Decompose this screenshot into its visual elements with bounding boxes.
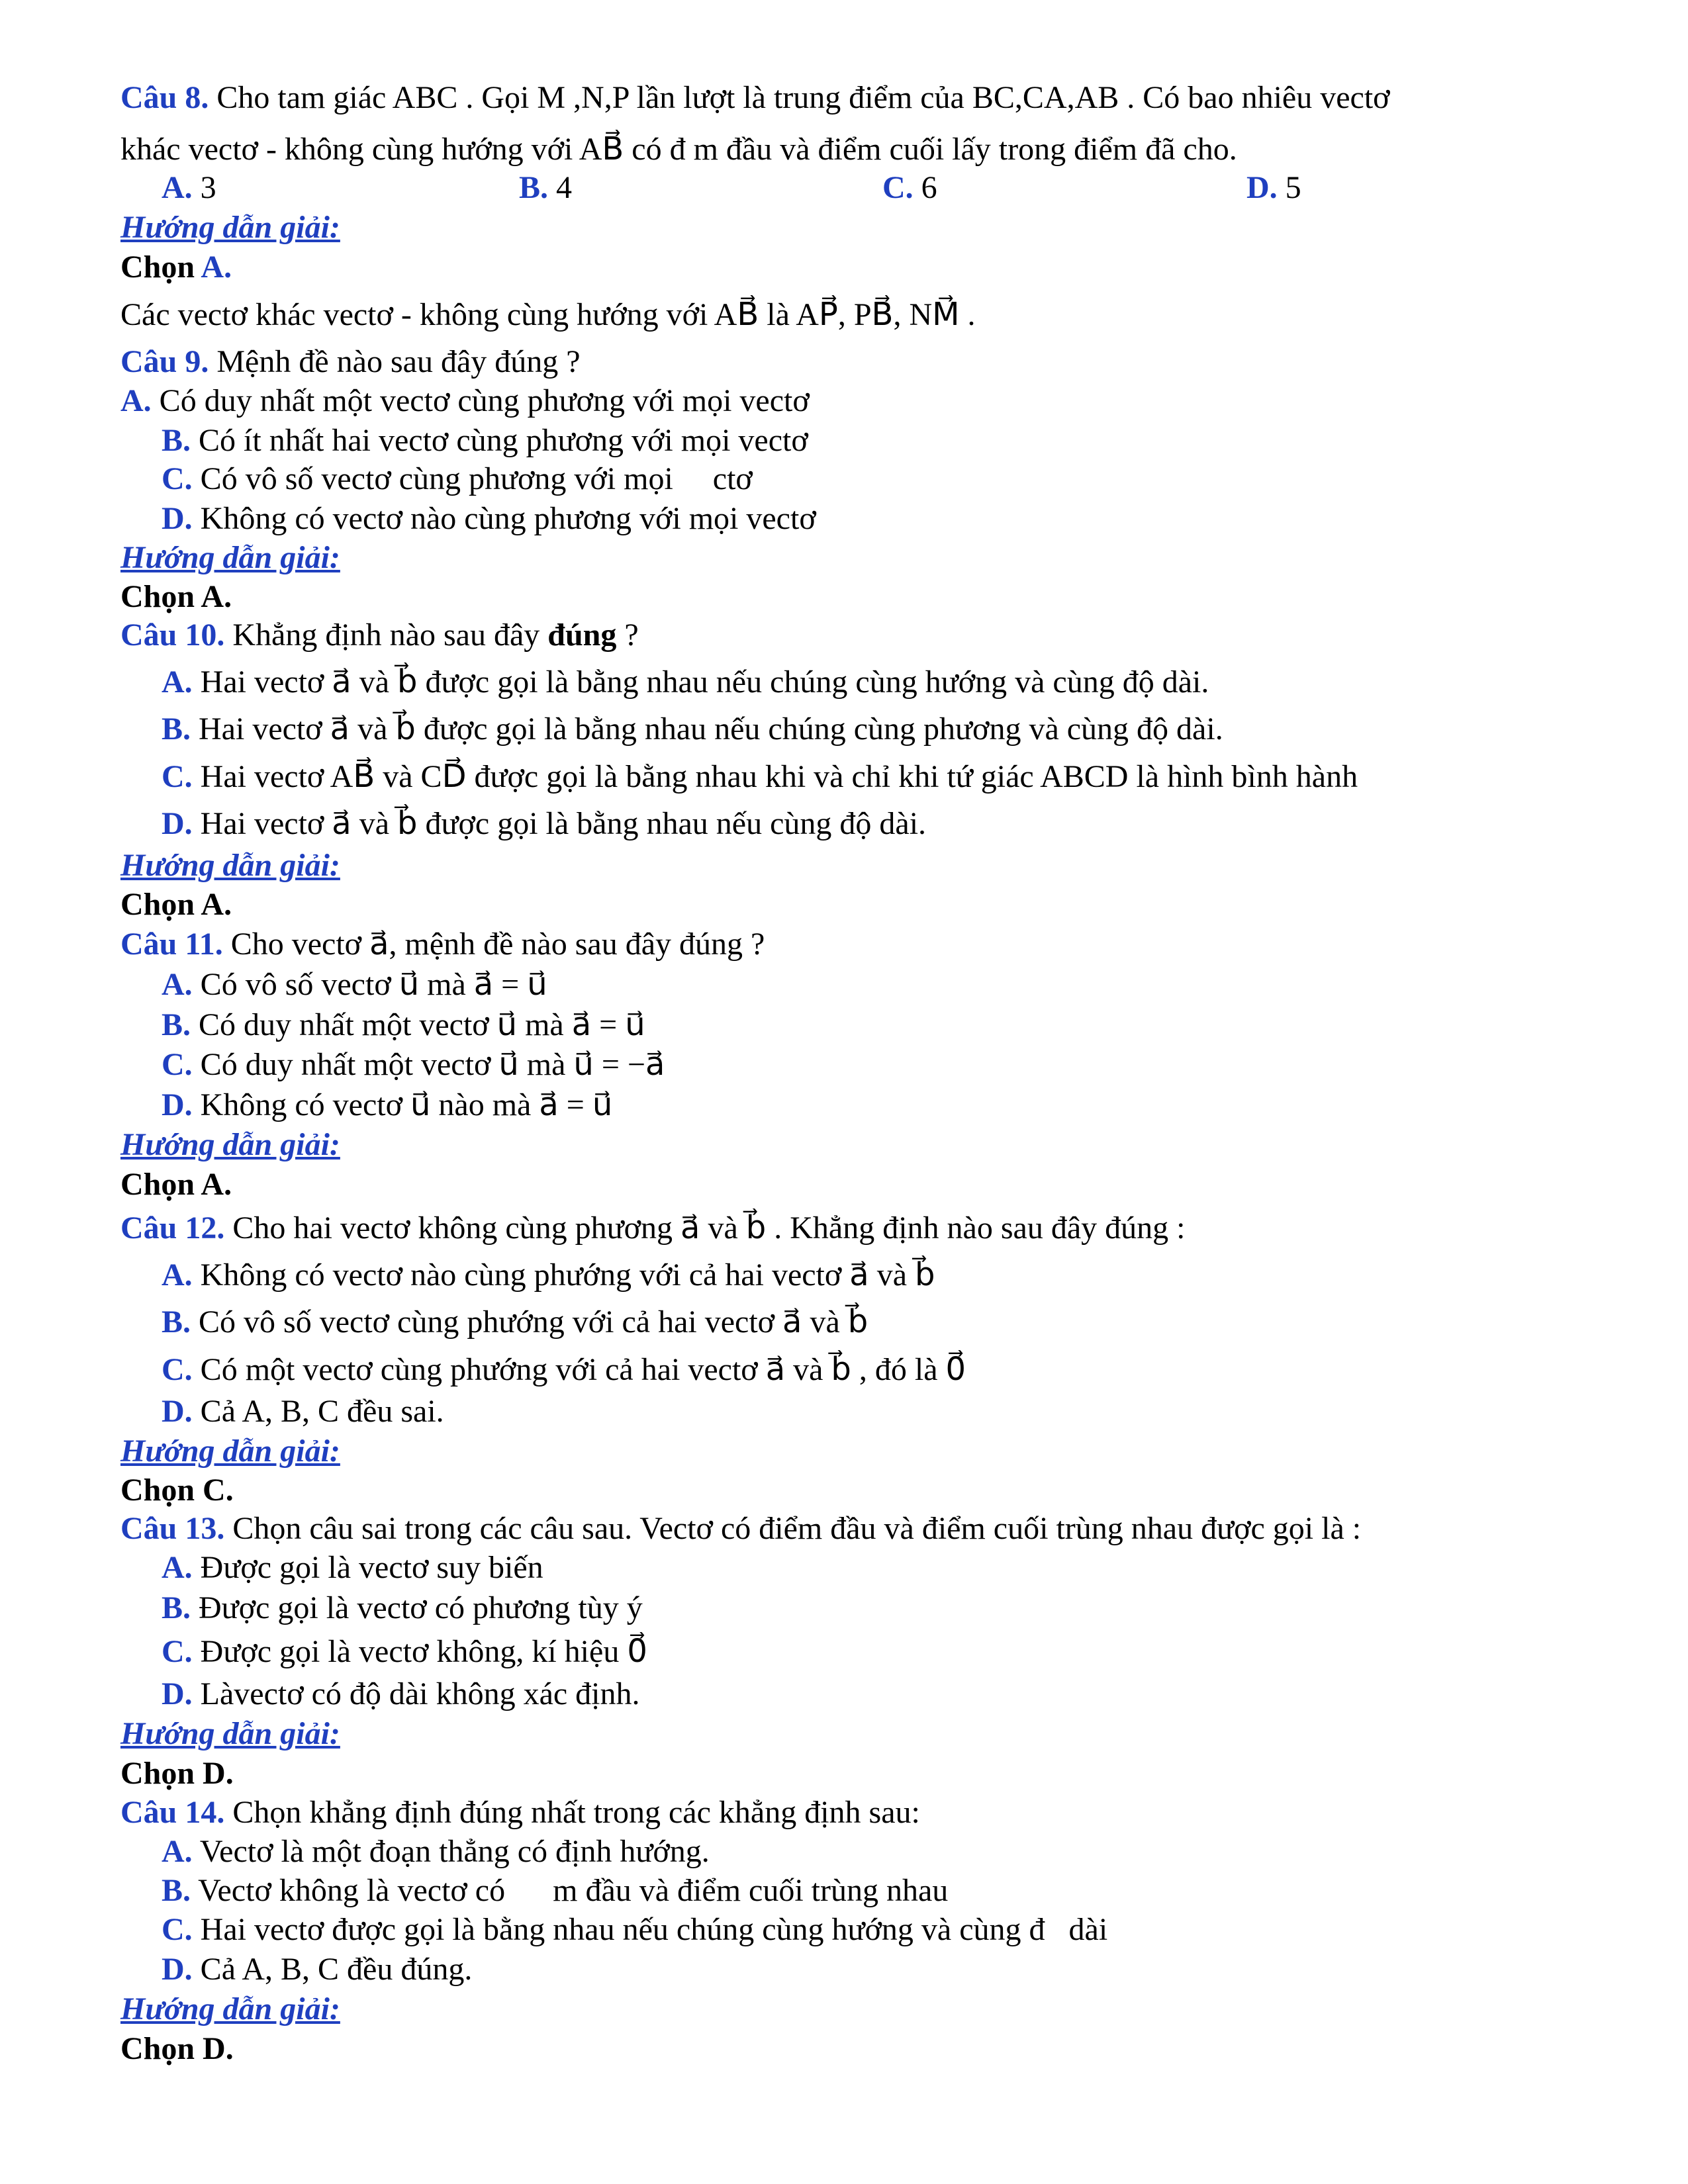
question-8-text-line2: khác vectơ - không cùng hướng với AB⃗ có đ m đầu và điểm cuối lấy trong điểm đã cho. <box>120 132 1237 167</box>
question-11-option-d: D. Không có vectơ u⃗ nào mà a⃗ = u⃗ <box>162 1087 613 1122</box>
question-13-option-a: A. Được gọi là vectơ suy biến <box>162 1550 543 1585</box>
question-8-line1 <box>120 78 1390 118</box>
question-10-option-b: B. Hai vectơ a⃗ và b⃗ được gọi là bằng nhau nếu chúng cùng phương và cùng độ dài. <box>162 711 1223 747</box>
question-9-option-a: A. Có duy nhất một vectơ cùng phương với mọi vectơ <box>120 383 810 418</box>
question-13-prompt: Câu 13. Chọn câu sai trong các câu sau. Vectơ có điểm đầu và điểm cuối trùng nhau được gọi là : <box>120 1511 1362 1546</box>
question-9-answer: Chọn A. <box>120 579 232 614</box>
question-8-line2 <box>120 130 1237 169</box>
question-8-option-b: B. 4 <box>519 170 573 205</box>
question-10-number: Câu 10. <box>120 617 225 653</box>
question-10-option-a: A. Hai vectơ a⃗ và b⃗ được gọi là bằng nhau nếu chúng cùng hướng và cùng độ dài. <box>162 664 1209 700</box>
question-9-number: Câu 9. <box>120 344 209 379</box>
question-12-option-c: C. Có một vectơ cùng phướng với cả hai vectơ a⃗ và b⃗ , đó là 0⃗ <box>162 1352 966 1387</box>
question-8-answer: Chọn A. <box>120 250 232 285</box>
question-9-option-b: B. Có ít nhất hai vectơ cùng phương với mọi vectơ <box>162 423 808 458</box>
question-14-guide-heading: Hướng dẫn giải: <box>120 1991 340 2026</box>
question-14-prompt: Câu 14. Chọn khẳng định đúng nhất trong các khẳng định sau: <box>120 1795 920 1830</box>
question-14-option-d: D. Cả A, B, C đều đúng. <box>162 1952 473 1987</box>
question-9-prompt: Câu 9. Mệnh đề nào sau đây đúng ? <box>120 344 581 379</box>
question-8-number: Câu 8. <box>120 80 209 115</box>
question-8-option-c: C. 6 <box>882 170 937 205</box>
question-11-option-a: A. Có vô số vectơ u⃗ mà a⃗ = u⃗ <box>162 967 547 1002</box>
question-13-guide-heading: Hướng dẫn giải: <box>120 1716 340 1751</box>
question-10-prompt: Câu 10. Khẳng định nào sau đây đúng ? <box>120 617 639 653</box>
question-8-guide-heading: Hướng dẫn giải: <box>120 210 340 245</box>
question-8-option-a: A. 3 <box>162 170 216 205</box>
question-12-number: Câu 12. <box>120 1210 225 1246</box>
question-13-number: Câu 13. <box>120 1511 225 1546</box>
question-10-answer: Chọn A. <box>120 887 232 922</box>
question-11-prompt: Câu 11. Cho vectơ a⃗, mệnh đề nào sau đây đúng ? <box>120 927 765 962</box>
question-14-option-a: A. Vectơ là một đoạn thẳng có định hướng. <box>162 1834 710 1869</box>
question-8-explanation: Các vectơ khác vectơ - không cùng hướng với AB⃗ là AP⃗, PB⃗, NM⃗ . <box>120 297 976 332</box>
question-11-answer: Chọn A. <box>120 1167 232 1202</box>
question-12-option-d: D. Cả A, B, C đều sai. <box>162 1394 444 1429</box>
question-11-guide-heading: Hướng dẫn giải: <box>120 1127 340 1162</box>
question-11-number: Câu 11. <box>120 927 223 962</box>
question-10-guide-heading: Hướng dẫn giải: <box>120 848 340 883</box>
question-9-option-d: D. Không có vectơ nào cùng phương với mọi vectơ <box>162 501 816 536</box>
question-9-option-c: C. Có vô số vectơ cùng phương với mọi ctơ <box>162 461 753 496</box>
question-13-answer: Chọn D. <box>120 1756 234 1791</box>
question-14-number: Câu 14. <box>120 1795 225 1830</box>
question-10-option-c: C. Hai vectơ AB⃗ và CD⃗ được gọi là bằng nhau khi và chỉ khi tứ giác ABCD là hình bình hành <box>162 759 1358 794</box>
question-12-prompt: Câu 12. Cho hai vectơ không cùng phương a⃗ và b⃗ . Khẳng định nào sau đây đúng : <box>120 1210 1186 1246</box>
question-13-option-b: B. Được gọi là vectơ có phương tùy ý <box>162 1590 643 1625</box>
question-12-option-a: A. Không có vectơ nào cùng phướng với cả hai vectơ a⃗ và b⃗ <box>162 1257 935 1293</box>
question-13-option-d: D. Làvectơ có độ dài không xác định. <box>162 1676 640 1711</box>
question-14-option-b: B. Vectơ không là vectơ có m đầu và điểm cuối trùng nhau <box>162 1873 949 1908</box>
question-8-option-d: D. 5 <box>1246 170 1301 205</box>
question-14-answer: Chọn D. <box>120 2031 234 2066</box>
question-12-option-b: B. Có vô số vectơ cùng phướng với cả hai vectơ a⃗ và b⃗ <box>162 1304 868 1340</box>
question-11-option-b: B. Có duy nhất một vectơ u⃗ mà a⃗ = u⃗ <box>162 1007 645 1042</box>
question-13-option-c: C. Được gọi là vectơ không, kí hiệu 0⃗ <box>162 1634 647 1669</box>
question-12-answer: Chọn C. <box>120 1473 234 1508</box>
question-11-option-c: C. Có duy nhất một vectơ u⃗ mà u⃗ = −a⃗ <box>162 1047 665 1082</box>
question-8-text-line1: Cho tam giác ABC . Gọi M ,N,P lần lượt là trung điểm của BC,CA,AB . Có bao nhiêu vectơ <box>216 80 1390 115</box>
question-9-guide-heading: Hướng dẫn giải: <box>120 540 340 575</box>
question-12-guide-heading: Hướng dẫn giải: <box>120 1433 340 1469</box>
question-10-option-d: D. Hai vectơ a⃗ và b⃗ được gọi là bằng nhau nếu cùng độ dài. <box>162 806 927 841</box>
question-14-option-c: C. Hai vectơ được gọi là bằng nhau nếu chúng cùng hướng và cùng đ dài <box>162 1912 1108 1947</box>
